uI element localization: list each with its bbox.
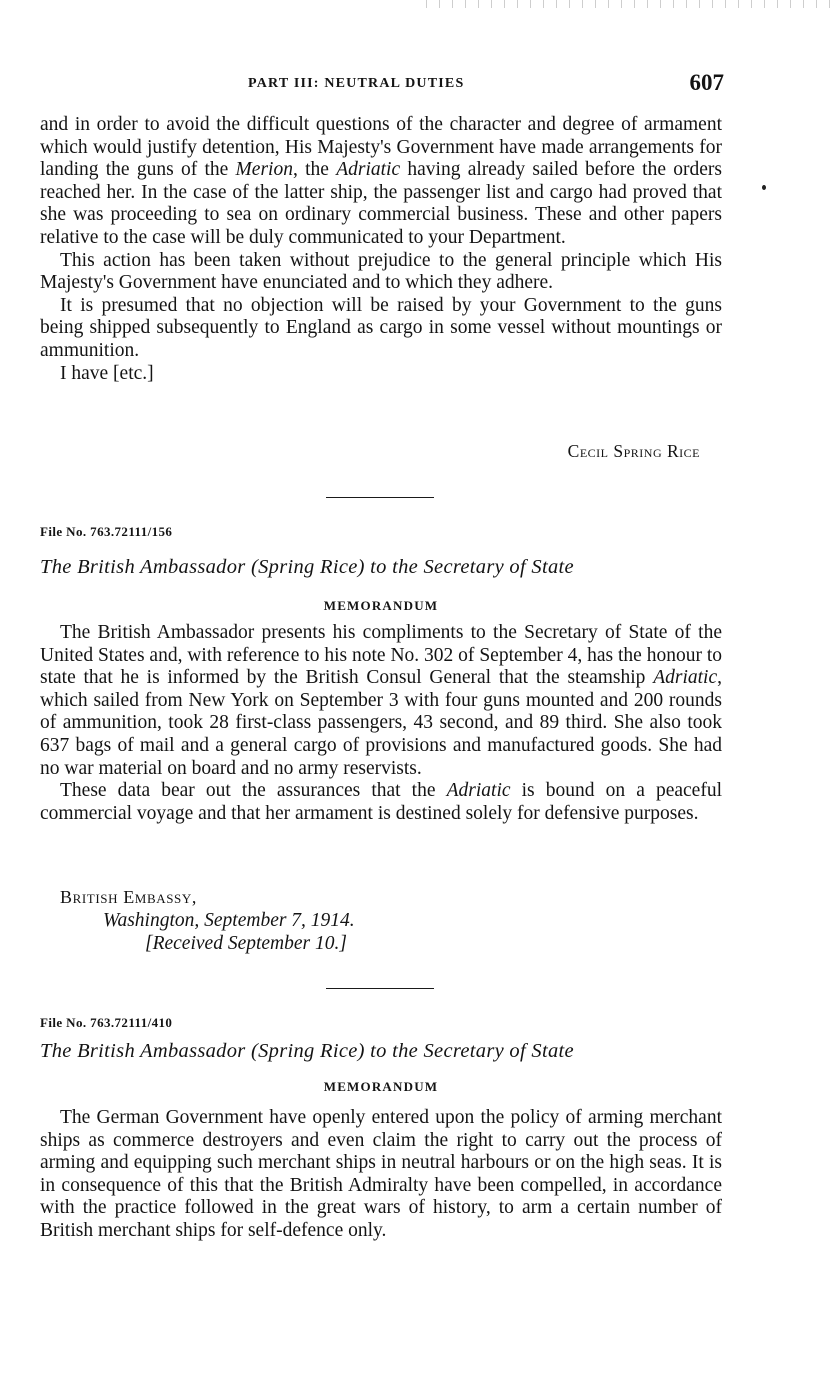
paragraph [40,622,722,780]
embassy-name: British Embassy, [60,887,197,907]
document-title: The British Ambassador (Spring Rice) to the Secretary of State [40,556,574,578]
ship-name: Adriatic [336,159,401,181]
paragraph-text: , which sailed from New York on September 3 with four guns mounted and 200 rounds of ammunition, took 28 first-class passengers, 43 second, and 89 third. She also took 637 bags of mail and a general cargo of provisions and manufactured goods. She had no war material on board and no army reservists. [40,667,722,779]
paragraph [40,114,722,250]
paragraph-text: The British Ambassador presents his compliments to the Secretary of State of the United States and, with reference to his note No. 302 of September 4, has the honour to state that he is informed by the British Consul General that the steamship [40,622,722,689]
file-number: File No. 763.72111/156 [40,524,173,539]
ship-name: Merion [235,159,293,181]
paragraph [40,780,722,825]
scan-edge-speckle [420,0,831,8]
memorandum-body [40,622,722,825]
running-title: PART III: NEUTRAL DUTIES [248,76,465,91]
ship-name: Adriatic [653,667,718,689]
paragraph-text: having already sailed before the orders reached her. In the case of the latter ship, the passenger list and cargo had proved that she was proceeding to sea on ordinary commercial business. These and other papers relative to the case will be duly communicated to your Department. [40,159,722,248]
page-number: 607 [689,70,724,95]
running-head [40,70,722,100]
received-date: [Received September 10.] [145,933,347,954]
memorandum-label: MEMORANDUM [323,1079,439,1094]
memorandum-body [40,1107,722,1243]
dateline: Washington, September 7, 1914. [103,910,355,931]
section-divider [326,988,434,989]
print-speck [762,185,766,190]
ship-name: Adriatic [446,780,511,802]
paragraph-text: is bound on a peaceful commercial voyage and that her armament is destined solely for defensive purposes. [40,780,722,824]
section-divider [326,497,434,498]
letter-continuation [40,114,722,385]
paragraph: The German Government have openly entered upon the policy of arming merchant ships as commerce destroyers and even claim the right to carry out the process of arming and equipping such merchant ships in neutral harbours or on the high seas. It is in consequence of this that the British Admiralty have been compelled, in accordance with the practice followed in the great wars of history, to arm a certain number of British merchant ships for self-defence only. [40,1107,722,1241]
document-title: The British Ambassador (Spring Rice) to the Secretary of State [40,1040,574,1062]
paragraph-text: These data bear out the assurances that the [60,780,447,802]
file-number: File No. 763.72111/410 [40,1015,173,1030]
paragraph: It is presumed that no objection will be raised by your Government to the guns being shipped subsequently to England as cargo in some vessel without mountings or ammunition. [40,294,722,361]
memorandum-label: MEMORANDUM [323,598,439,613]
signature: Cecil Spring Rice [567,441,700,461]
paragraph-text: , the [292,159,337,181]
dateline-block [60,886,355,955]
closing-line: I have [etc.] [60,362,154,384]
paragraph: This action has been taken without prejudice to the general principle which His Majesty's Government have enunciated and to which they adhere. [40,249,722,294]
paragraph-text: and in order to avoid the difficult questions of the character and degree of armament which would justify detention, His Majesty's Government have made arrangements for landing the guns of the [40,114,722,181]
